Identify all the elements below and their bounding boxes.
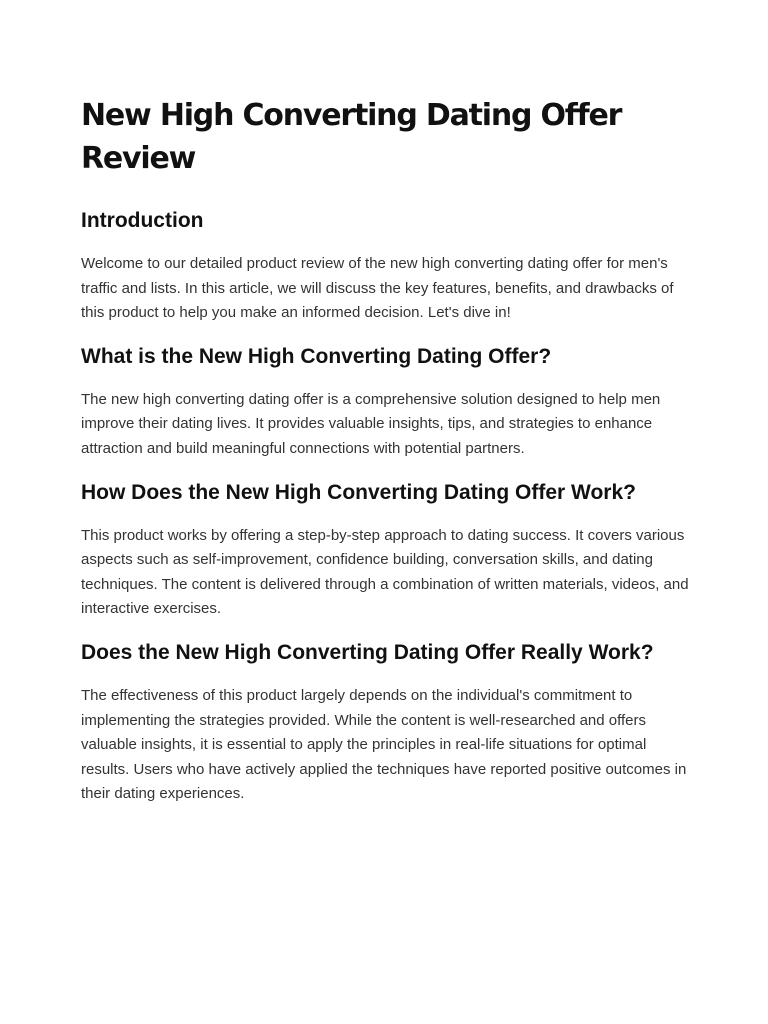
section-heading-introduction: Introduction [81,209,204,232]
section-what-is [81,344,691,462]
document-page [81,94,691,825]
section-body-how-it-works: This product works by offering a step-by-step approach to dating success. It covers various aspects such as self-improvement, confidence building, conversation skills, and dating techniques. The content is delivered through a combination of written materials, videos, and interactive exercises. [81,526,689,618]
document-title: New High Converting Dating Offer Review [81,98,622,176]
section-body-introduction: Welcome to our detailed product review of the new high converting dating offer for men's traffic and lists. In this article, we will discuss the key features, benefits, and drawbacks of this product to help you make an informed decision. Let's dive in! [81,255,674,322]
section-heading-does-it-work: Does the New High Converting Dating Offer Really Work? [81,640,654,664]
section-heading-what-is: What is the New High Converting Dating Offer? [81,344,552,368]
section-body-does-it-work: The effectiveness of this product largely depends on the individual's commitment to implementing the strategies provided. While the content is well-researched and offers valuable insights, it is essential to apply the principles in real-life situations for optimal results. Users who have actively applied the techniques have reported positive outcomes in their dating experiences. [81,686,687,803]
section-how-it-works [81,480,691,622]
section-heading-how-it-works: How Does the New High Converting Dating Offer Work? [81,480,636,504]
section-does-it-work [81,640,691,807]
section-introduction [81,208,691,326]
section-body-what-is: The new high converting dating offer is a comprehensive solution designed to help men improve their dating lives. It provides valuable insights, tips, and strategies to enhance attraction and build meaningful connections with potential partners. [81,390,661,457]
